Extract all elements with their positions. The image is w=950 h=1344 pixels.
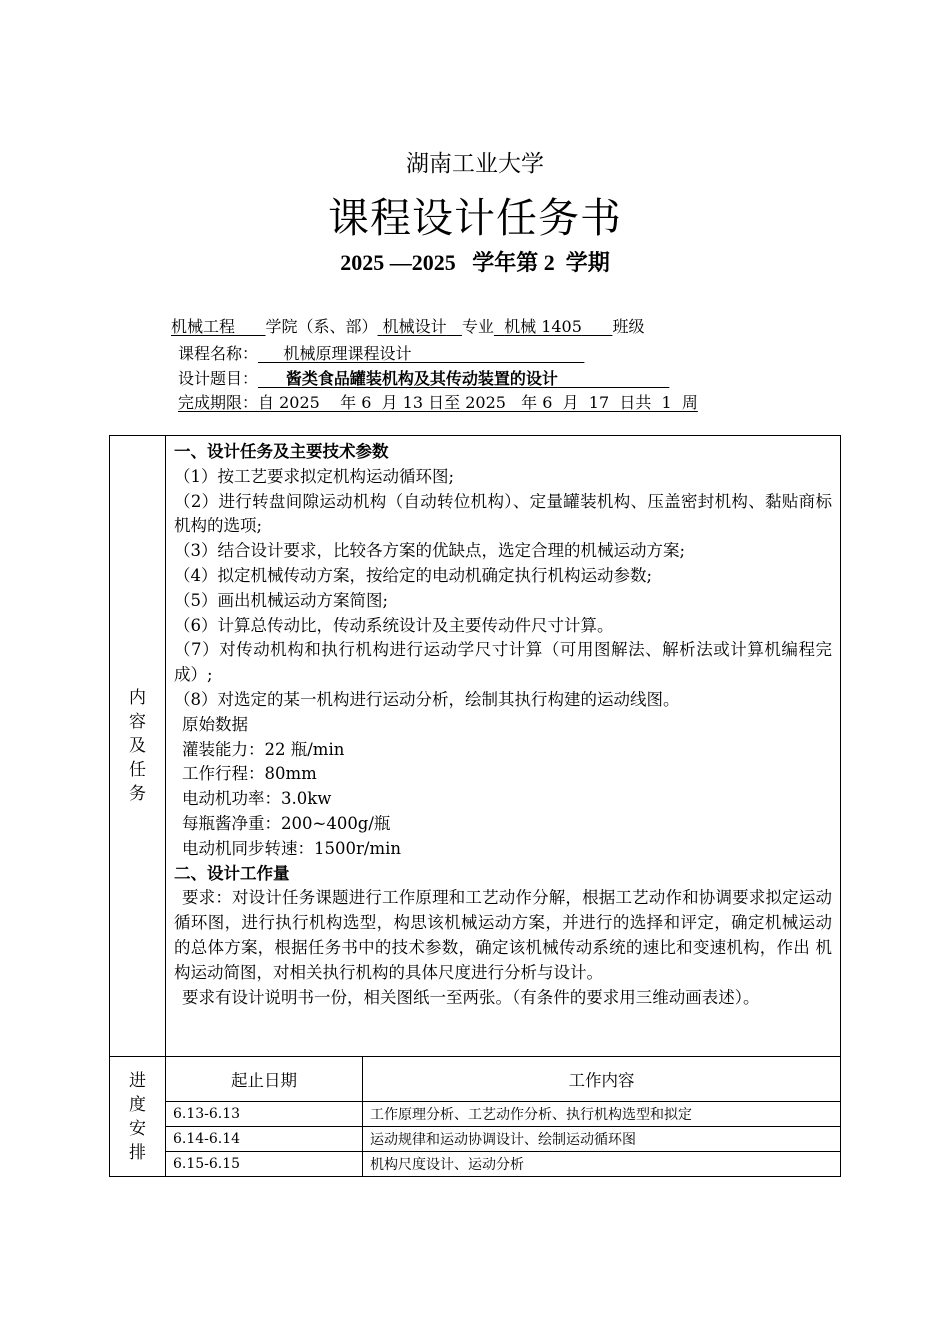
task-item: （1）按工艺要求拟定机构运动循环图;: [174, 466, 455, 486]
content-label-char: 务: [129, 784, 146, 804]
schedule-label-char: 排: [129, 1142, 146, 1163]
schedule-label-char: 安: [129, 1118, 146, 1139]
schedule-content: 运动规律和运动协调设计、绘制运动循环图: [363, 1127, 841, 1152]
schedule-date: 6.14-6.14: [166, 1127, 363, 1152]
param-item: 每瓶酱净重：200~400g/瓶: [182, 813, 391, 833]
param-item: 原始数据: [182, 714, 248, 734]
topic-label: 设计题目：: [178, 369, 259, 388]
param-item: 灌装能力：22 瓶/min: [182, 739, 345, 759]
schedule-label-char: 度: [129, 1094, 146, 1115]
course-line: [178, 344, 584, 364]
deadline: 完成期限：自 2025 年 6 月 13 日至 2025 年 6 月 17 日共 1 周: [178, 393, 698, 412]
task-item: （5）画出机械运动方案简图;: [174, 590, 389, 610]
content-row: [110, 436, 841, 1057]
college-name: 机械工程: [171, 317, 236, 336]
table-row: [166, 1102, 840, 1127]
schedule-table: [166, 1057, 840, 1176]
schedule-cell: [166, 1057, 841, 1177]
schedule-content: 工作原理分析、工艺动作分析、执行机构选型和拟定: [363, 1102, 841, 1127]
task-item: （4）拟定机械传动方案，按给定的电动机确定执行机构运动参数;: [174, 565, 653, 585]
deadline-line: [178, 393, 698, 413]
topic-line: [178, 369, 669, 389]
document-title: 课程设计任务书: [328, 194, 622, 242]
content-label-char: 内: [129, 688, 146, 708]
task-table: [109, 435, 841, 1177]
requirement-paragraph: 要求：对设计任务课题进行工作原理和工艺动作分解，根据工艺动作和协调要求拟定运动循环图，进行执行机构选型，构思该机械运动方案，并进行的选择和评定，确定机械运动的总体方案，根据任务书中的技术参数，确定该机械传动系统的速比和变速机构，作出 机构运动简图，对相关执行机构的具体尺度进行分析与设计。: [174, 888, 832, 982]
table-row: [166, 1127, 840, 1152]
class-suffix: 班级: [612, 317, 645, 336]
major-suffix: 专业: [461, 317, 494, 336]
section2-title: 二、设计工作量: [174, 863, 290, 883]
academic-term: 2025 —2025 学年第 2 学期: [340, 250, 610, 275]
task-item: （2）进行转盘间隙运动机构（自动转位机构）、定量罐装机构、压盖密封机构、黏贴商标机构的选项;: [174, 491, 832, 536]
table-row: [166, 1152, 840, 1177]
content-label-char: 容: [129, 712, 146, 732]
content-body: [166, 436, 841, 1057]
schedule-row: [110, 1057, 841, 1177]
design-topic: 酱类食品罐装机构及其传动装置的设计: [285, 369, 558, 388]
course-name: 机械原理课程设计: [283, 344, 412, 363]
content-label-char: 任: [129, 760, 146, 780]
requirement-paragraph: 要求有设计说明书一份，相关图纸一至两张。（有条件的要求用三维动画表述）。: [182, 987, 760, 1007]
schedule-content: 机构尺度设计、运动分析: [370, 1157, 524, 1173]
schedule-date: 6.15-6.15: [166, 1152, 363, 1177]
task-item: （8）对选定的某一机构进行运动分析，绘制其执行构建的运动线图。: [174, 689, 680, 709]
university-name: 湖南工业大学: [406, 151, 544, 177]
content-label-char: 及: [129, 736, 146, 756]
schedule-header: [166, 1057, 840, 1102]
task-item: （7）对传动机构和执行机构进行运动学尺寸计算（可用图解法、解析法或计算机编程完成）;: [174, 640, 832, 685]
course-label: 课程名称：: [178, 344, 259, 363]
task-item: （3）结合设计要求，比较各方案的优缺点，选定合理的机械运动方案;: [174, 541, 686, 561]
college-line: [171, 317, 644, 337]
section1-title: 一、设计任务及主要技术参数: [174, 442, 389, 461]
class-name: 机械 1405: [504, 317, 582, 336]
param-item: 电动机同步转速：1500r/min: [182, 838, 401, 858]
college-suffix: 学院（系、部）: [265, 317, 378, 336]
schedule-label: [110, 1057, 166, 1177]
major-name: 机械设计: [382, 317, 447, 336]
param-item: 工作行程：80mm: [182, 764, 317, 784]
content-label: [110, 436, 166, 1057]
param-item: 电动机功率：3.0kw: [182, 789, 332, 809]
task-item: （6）计算总传动比，传动系统设计及主要传动件尺寸计算。: [174, 615, 614, 635]
schedule-date: 6.13-6.13: [166, 1102, 363, 1127]
schedule-label-char: 进: [129, 1070, 146, 1091]
date-column-header: 起止日期: [166, 1057, 363, 1102]
content-column-header: 工作内容: [363, 1057, 841, 1102]
